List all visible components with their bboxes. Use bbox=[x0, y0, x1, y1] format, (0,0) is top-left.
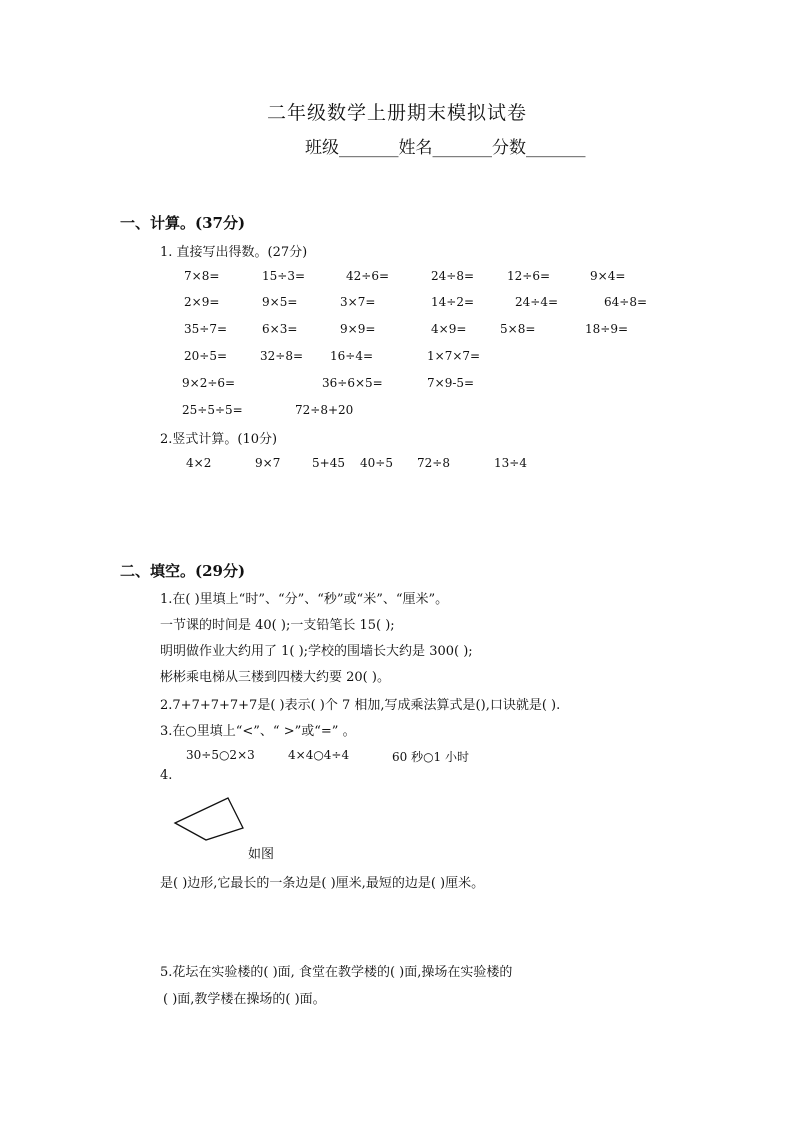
calc-item: 15÷3= bbox=[262, 269, 306, 283]
fill-question-4-label: 4. bbox=[160, 768, 173, 783]
calc-item: 9×9= bbox=[340, 322, 376, 336]
calc-item: 24÷8= bbox=[431, 269, 475, 283]
calc-item: 14÷2= bbox=[431, 295, 475, 309]
calc-item: 20÷5= bbox=[184, 349, 228, 363]
calc-item: 7×8= bbox=[184, 269, 220, 283]
vertical-calc-item: 5+45 bbox=[312, 456, 345, 470]
calc-item: 32÷8= bbox=[260, 349, 304, 363]
fill-question-5-line1: 5.花坛在实验楼的( )面, 食堂在教学楼的( )面,操场在实验楼的 bbox=[160, 965, 513, 980]
fill-line: 一节课的时间是 40( );一支铅笔长 15( ); bbox=[160, 618, 395, 633]
calc-item: 7×9-5= bbox=[427, 376, 475, 390]
page-title: 二年级数学上册期末模拟试卷 bbox=[266, 102, 527, 124]
fill-question-2: 2.7+7+7+7+7是( )表示( )个 7 相加,写成乘法算式是(),口诀就是( ). bbox=[160, 698, 561, 713]
compare-item: 30÷5○2×3 bbox=[186, 748, 255, 762]
calc-item: 25÷5÷5= bbox=[182, 403, 243, 417]
calc-item: 16÷4= bbox=[330, 349, 374, 363]
calc-item: 42÷6= bbox=[346, 269, 390, 283]
calc-item: 18÷9= bbox=[585, 322, 629, 336]
calc-item: 9×2÷6= bbox=[182, 376, 236, 390]
calc-item: 35÷7= bbox=[184, 322, 228, 336]
vertical-calc-item: 9×7 bbox=[255, 456, 281, 470]
calc-item: 64÷8= bbox=[604, 295, 648, 309]
calc-item: 3×7= bbox=[340, 295, 376, 309]
calc-item: 5×8= bbox=[500, 322, 536, 336]
vertical-calc-item: 13÷4 bbox=[494, 456, 527, 470]
calc-item: 1×7×7= bbox=[427, 349, 481, 363]
figure-caption: 如图 bbox=[248, 847, 275, 862]
question-2-title: 2.竖式计算。(10分) bbox=[160, 432, 278, 447]
calc-item: 9×5= bbox=[262, 295, 298, 309]
fill-question-3-title: 3.在○里填上“<”、“ >”或“=” 。 bbox=[160, 724, 356, 739]
student-info-line: 班级_______姓名_______分数_______ bbox=[305, 138, 586, 158]
vertical-calc-item: 72÷8 bbox=[417, 456, 450, 470]
calc-item: 4×9= bbox=[431, 322, 467, 336]
fill-line: 彬彬乘电梯从三楼到四楼大约要 20( )。 bbox=[160, 670, 390, 685]
fill-question-5-line2: ( )面,教学楼在操场的( )面。 bbox=[163, 992, 326, 1007]
calc-item: 12÷6= bbox=[507, 269, 551, 283]
section-1-heading: 一、计算。(37分) bbox=[120, 214, 246, 232]
vertical-calc-item: 4×2 bbox=[186, 456, 212, 470]
calc-item: 2×9= bbox=[184, 295, 220, 309]
quadrilateral-figure bbox=[170, 792, 250, 844]
calc-item: 6×3= bbox=[262, 322, 298, 336]
vertical-calc-item: 40÷5 bbox=[360, 456, 393, 470]
fill-question-4-text: 是( )边形,它最长的一条边是( )厘米,最短的边是( )厘米。 bbox=[160, 876, 485, 891]
calc-item: 36÷6×5= bbox=[322, 376, 383, 390]
section-2-heading: 二、填空。(29分) bbox=[120, 562, 246, 580]
calc-item: 9×4= bbox=[590, 269, 626, 283]
calc-item: 24÷4= bbox=[515, 295, 559, 309]
fill-line: 明明做作业大约用了 1( );学校的围墙长大约是 300( ); bbox=[160, 644, 473, 659]
question-1-title: 1. 直接写出得数。(27分) bbox=[160, 245, 308, 260]
calc-item: 72÷8+20 bbox=[295, 403, 354, 417]
compare-item: 60 秒○1 小时 bbox=[392, 750, 470, 764]
compare-item: 4×4○4÷4 bbox=[288, 748, 350, 762]
fill-question-1-title: 1.在( )里填上“时”、“分”、“秒”或“米”、“厘米”。 bbox=[160, 592, 449, 607]
